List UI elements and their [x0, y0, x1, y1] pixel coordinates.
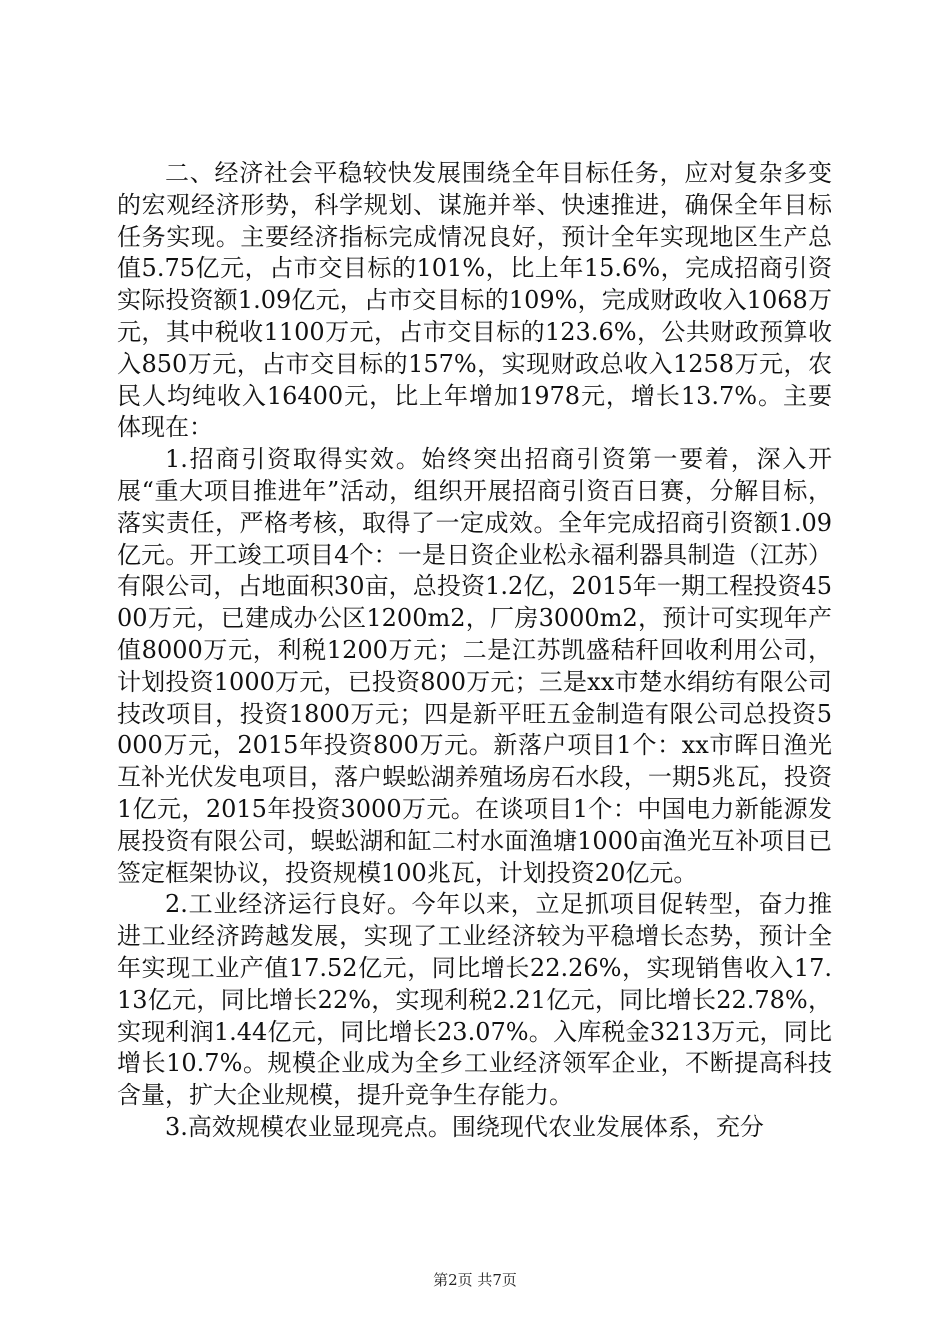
paragraph-agriculture: 3.高效规模农业显现亮点。围绕现代农业发展体系，充分	[165, 1112, 764, 1141]
page-number-footer: 第2页 共7页	[433, 1271, 517, 1289]
paragraph-investment-attraction: 1.招商引资取得实效。始终突出招商引资第一要着，深入开展“重大项目推进年”活动，组织开展招商引资百日赛，分解目标，落实责任，严格考核，取得了一定成效。全年完成招商引资额1.09亿元。开工竣工项目4个：一是日资企业松永福利器具制造（江苏）有限公司，占地面积30亩，总投资1.2亿，2015年一期工程投资4500万元，已建成办公区1200m2，厂房3000m2，预计可实现年产值8000万元，利税1200万元；二是江苏凯盛秸秆回收利用公司，计划投资1000万元，已投资800万元；三是xx市楚水绢纺有限公司技改项目，投资1800万元；四是新平旺五金制造有限公司总投资5000万元，2015年投资800万元。新落户项目1个：xx市晖日渔光互补光伏发电项目，落户蜈蚣湖养殖场房石水段，一期5兆瓦，投资1亿元，2015年投资3000万元。在谈项目1个：中国电力新能源发展投资有限公司，蜈蚣湖和缸二村水面渔塘1000亩渔光互补项目已签定框架协议，投资规模100兆瓦，计划投资20亿元。	[117, 445, 832, 887]
document-body	[117, 158, 832, 1144]
paragraph-industrial-economy: 2.工业经济运行良好。今年以来，立足抓项目促转型，奋力推进工业经济跨越发展，实现了工业经济较为平稳增长态势，预计全年实现工业产值17.52亿元，同比增长22.26%，实现销售收入17.13亿元，同比增长22%，实现利税2.21亿元，同比增长22.78%，实现利润1.44亿元，同比增长23.07%。入库税金3213万元，同比增长10.7%。规模企业成为全乡工业经济领军企业，不断提高科技含量，扩大企业规模，提升竞争生存能力。	[117, 890, 832, 1110]
paragraph-economic-overview: 二、经济社会平稳较快发展围绕全年目标任务，应对复杂多变的宏观经济形势，科学规划、谋施并举、快速推进，确保全年目标任务实现。主要经济指标完成情况良好，预计全年实现地区生产总值5.75亿元，占市交目标的101%，比上年15.6%，完成招商引资实际投资额1.09亿元，占市交目标的109%，完成财政收入1068万元，其中税收1100万元，占市交目标的123.6%，公共财政预算收入850万元，占市交目标的157%，实现财政总收入1258万元，农民人均纯收入16400元，比上年增加1978元，增长13.7%。主要体现在：	[117, 159, 832, 442]
